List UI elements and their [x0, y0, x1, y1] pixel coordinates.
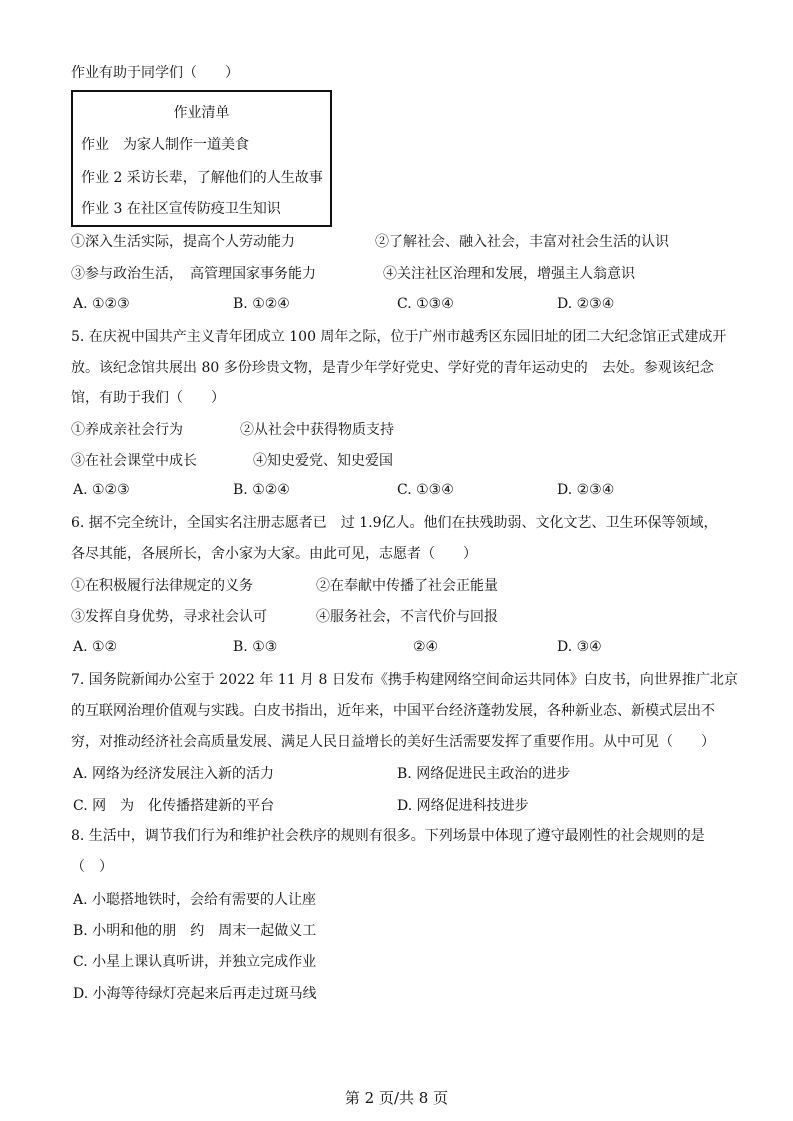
q7-line-3: 穷，对推动经济社会高质量发展、满足人民日益增长的美好生活需要发挥了重要作用。从中可见（ ）: [71, 734, 715, 750]
q5-statement-4: ④知史爱党、知史爱国: [253, 453, 393, 469]
homework-list-title: 作业清单: [173, 105, 230, 121]
q8-line-2: （ ）: [71, 859, 113, 875]
q5-option-a: A. ①②③: [73, 482, 130, 498]
q8-line-1: 8. 生活中，调节我们行为和维护社会秩序的规则有很多。下列场景中体现了遵守最刚性的社会规则的是: [71, 828, 705, 844]
homework-item-2: 作业 2 采访长辈，了解他们的人生故事: [81, 170, 323, 186]
q6-option-d: D. ③④: [557, 639, 602, 655]
q6-option-a: A. ①②: [73, 639, 118, 655]
q6-line-1: 6. 据不完全统计，全国实名注册志愿者已 过 1.9亿人。他们在扶残助弱、文化文艺、卫生环保等领域，: [71, 515, 718, 531]
q5-line-3: 馆，有助于我们（ ）: [71, 390, 225, 406]
q5-line-2: 放。该纪念馆共展出 80 多份珍贵文物，是青少年学好党史、学好党的青年运动史的 去处。参观该纪念: [71, 360, 714, 376]
q4-option-b: B. ①②④: [233, 296, 290, 312]
q7-option-a: A. 网络为经济发展注入新的活力: [73, 766, 275, 782]
q4-option-a: A. ①②③: [73, 296, 130, 312]
q6-option-b: B. ①③: [233, 639, 278, 655]
q4-statement-4: ④关注社区治理和发展，增强主人翁意识: [383, 266, 635, 282]
q8-option-d: D. 小海等待绿灯亮起来后再走过斑马线: [73, 986, 317, 1002]
q4-stem: 作业有助于同学们（ ）: [71, 65, 239, 81]
q6-option-c: ②④: [413, 639, 439, 655]
homework-item-1: 作业 为家人制作一道美食: [81, 137, 249, 153]
q4-statement-3: ③参与政治生活， 高管理国家事务能力: [71, 266, 316, 282]
homework-list-box: [71, 90, 332, 227]
q4-statement-2: ②了解社会、融入社会，丰富对社会生活的认识: [375, 234, 669, 250]
q5-option-d: D. ②③④: [557, 482, 615, 498]
q7-line-2: 的互联网治理价值观与实践。白皮书指出，近年来，中国平台经济蓬勃发展，各种新业态、新模式层出不: [71, 703, 715, 719]
q5-line-1: 5. 在庆祝中国共产主义青年团成立 100 周年之际，位于广州市越秀区东园旧址的团二大纪念馆正式建成开: [71, 329, 727, 345]
q7-line-1: 7. 国务院新闻办公室于 2022 年 11 月 8 日发布《携手构建网络空间命运共同体》白皮书，向世界推广北京: [71, 672, 738, 688]
q5-option-b: B. ①②④: [233, 482, 290, 498]
q6-statement-1: ①在积极履行法律规定的义务: [71, 578, 253, 594]
q4-statement-1: ①深入生活实际，提高个人劳动能力: [71, 234, 295, 250]
q6-line-2: 各尽其能，各展所长，舍小家为大家。由此可见，志愿者（ ）: [71, 546, 477, 562]
q7-option-c: C. 网 为 化传播搭建新的平台: [73, 798, 275, 814]
q8-option-c: C. 小星上课认真听讲，并独立完成作业: [73, 954, 317, 970]
q5-statement-1: ①养成亲社会行为: [71, 422, 183, 438]
q7-option-d: D. 网络促进科技进步: [397, 798, 529, 814]
q4-option-c: C. ①③④: [397, 296, 454, 312]
q4-option-d: D. ②③④: [557, 296, 615, 312]
q8-option-b: B. 小明和他的朋 约 周末一起做义工: [73, 923, 317, 939]
page-number: 第 2 页/共 8 页: [344, 1089, 449, 1107]
q5-option-c: C. ①③④: [397, 482, 454, 498]
q6-statement-3: ③发挥自身优势，寻求社会认可: [71, 609, 267, 625]
q8-option-a: A. 小聪搭地铁时，会给有需要的人让座: [73, 892, 317, 908]
q6-statement-4: ④服务社会，不言代价与回报: [316, 609, 498, 625]
q6-statement-2: ②在奉献中传播了社会正能量: [316, 578, 498, 594]
q7-option-b: B. 网络促进民主政治的进步: [397, 766, 571, 782]
q5-statement-2: ②从社会中获得物质支持: [240, 422, 394, 438]
q5-statement-3: ③在社会课堂中成长: [71, 453, 197, 469]
homework-item-3: 作业 3 在社区宣传防疫卫生知识: [81, 201, 281, 217]
